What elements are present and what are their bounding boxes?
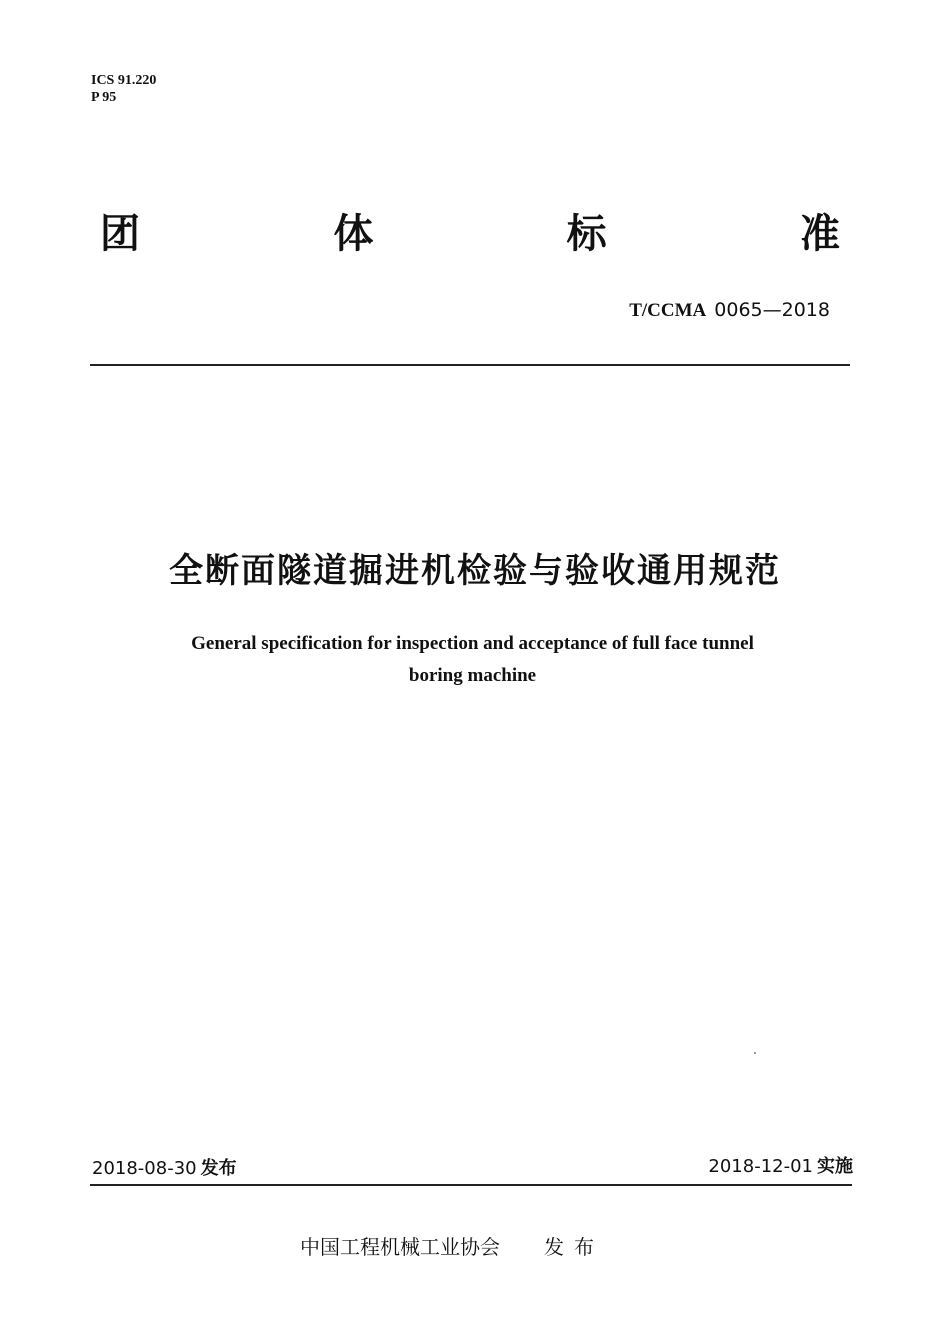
standard-type-char: 准 bbox=[799, 211, 840, 257]
scan-speck bbox=[754, 1052, 756, 1054]
bottom-divider bbox=[90, 1184, 852, 1186]
issue-date bbox=[92, 1157, 237, 1181]
implementation-date-label: 实施 bbox=[817, 1156, 853, 1177]
publisher-label: 发布 bbox=[544, 1235, 604, 1259]
standard-number bbox=[629, 298, 830, 323]
publisher bbox=[300, 1233, 604, 1261]
standard-number-value: 0065—2018 bbox=[714, 299, 830, 321]
standard-type-char: 团 bbox=[100, 211, 140, 257]
standard-type-heading bbox=[100, 208, 840, 260]
document-title-en-line2: boring machine bbox=[408, 665, 537, 686]
standard-type-char: 标 bbox=[566, 211, 607, 257]
implementation-date bbox=[708, 1155, 853, 1179]
standard-number-prefix: T/CCMA bbox=[629, 300, 707, 321]
document-title-cn: 全断面隧道掘进机检验与验收通用规范 bbox=[169, 551, 781, 591]
classification-codes bbox=[91, 72, 156, 106]
ccs-code: P 95 bbox=[91, 90, 117, 105]
top-divider bbox=[90, 364, 850, 366]
document-title-en bbox=[120, 628, 825, 692]
publisher-name: 中国工程机械工业协会 bbox=[300, 1235, 500, 1259]
ics-code: ICS 91.220 bbox=[91, 73, 157, 88]
issue-date-label: 发布 bbox=[200, 1158, 237, 1179]
implementation-date-value: 2018-12-01 bbox=[708, 1156, 813, 1177]
document-title-en-line1: General specification for inspection and acceptance of full face tunnel bbox=[191, 633, 754, 654]
issue-date-value: 2018-08-30 bbox=[92, 1158, 197, 1179]
standard-type-char: 体 bbox=[333, 211, 374, 257]
